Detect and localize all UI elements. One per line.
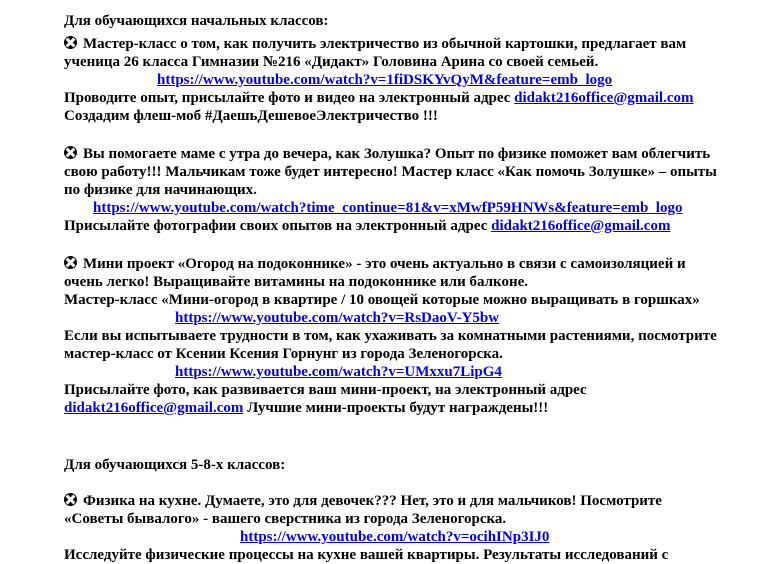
bullet-paragraph-cinderella: Вы помогаете маме с утра до вечера, как Золушка? Опыт по физике поможет вам облегчить	[64, 145, 710, 163]
paragraph-line: Присылайте фотографии своих опытов на электронный адрес didakt216office@gmail.com	[64, 218, 671, 234]
section-heading-middle: Для обучающихся 5-8-х классов:	[64, 457, 286, 473]
bullet-paragraph-garden: Мини проект «Огород на подоконнике» - это очень актуально в связи с самоизоляцией и	[64, 255, 686, 273]
bullet-paragraph-potato: Мастер-класс о том, как получить электричество из обычной картошки, предлагает вам	[64, 35, 686, 53]
paragraph-line: Проводите опыт, присылайте фото и видео на электронный адрес didakt216office@gmail.com	[64, 90, 694, 106]
flower-bullet-icon	[64, 146, 77, 159]
youtube-link-cinderella[interactable]: https://www.youtube.com/watch?time_continue=81&v=xMwfP59HNWs&feature=emb_logo	[93, 200, 683, 216]
paragraph-line: «Советы бывалого» - вашего сверстника из города Зеленогорска.	[64, 511, 507, 527]
paragraph-line: didakt216office@gmail.com Лучшие мини-проекты будут награждены!!!	[64, 400, 549, 416]
paragraph-line: свою работу!!! Мальчикам тоже будет интересно! Мастер класс «Как помочь Золушке» – опыты	[64, 164, 717, 180]
flower-bullet-icon	[64, 256, 77, 269]
email-link[interactable]: didakt216office@gmail.com	[491, 218, 671, 234]
email-link[interactable]: didakt216office@gmail.com	[514, 90, 694, 106]
section-heading-primary: Для обучающихся начальных классов:	[64, 13, 329, 29]
paragraph-line: Если вы испытываете трудности в том, как ухаживать за комнатными растениями, посмотрите	[64, 328, 717, 344]
paragraph-line: по физике для начинающих.	[64, 182, 257, 198]
youtube-link-plants[interactable]: https://www.youtube.com/watch?v=UMxxu7LipG4	[175, 364, 502, 380]
youtube-link-potato[interactable]: https://www.youtube.com/watch?v=1fiDSKYvQyM&feature=emb_logo	[157, 72, 613, 88]
youtube-link-kitchen[interactable]: https://www.youtube.com/watch?v=ocihINp3IJ0	[240, 529, 550, 545]
paragraph-line: Исследуйте физические процессы на кухне вашей квартиры. Результаты исследований с	[64, 547, 669, 563]
bullet-paragraph-kitchen: Физика на кухне. Думаете, это для девочек??? Нет, это и для мальчиков! Посмотрите	[64, 492, 662, 510]
paragraph-line: Создадим флеш-моб #ДаешьДешевоеЭлектричество !!!	[64, 108, 438, 124]
email-link[interactable]: didakt216office@gmail.com	[64, 400, 244, 416]
flower-bullet-icon	[64, 493, 77, 506]
paragraph-line: ученица 26 класса Гимназии №216 «Дидакт» Головина Арина со своей семьей.	[64, 54, 599, 70]
paragraph-line: мастер-класс от Ксении Ксения Горнунг из города Зеленогорска.	[64, 346, 503, 362]
paragraph-line: Мастер-класс «Мини-огород в квартире / 10 овощей которые можно выращивать в горшках»	[64, 292, 700, 308]
youtube-link-garden[interactable]: https://www.youtube.com/watch?v=RsDaoV-Y5bw	[175, 310, 500, 326]
paragraph-line: очень легко! Выращивайте витамины на подоконнике или балконе.	[64, 274, 529, 290]
paragraph-line: Присылайте фото, как развивается ваш мини-проект, на электронный адрес	[64, 382, 587, 398]
flower-bullet-icon	[64, 36, 77, 49]
